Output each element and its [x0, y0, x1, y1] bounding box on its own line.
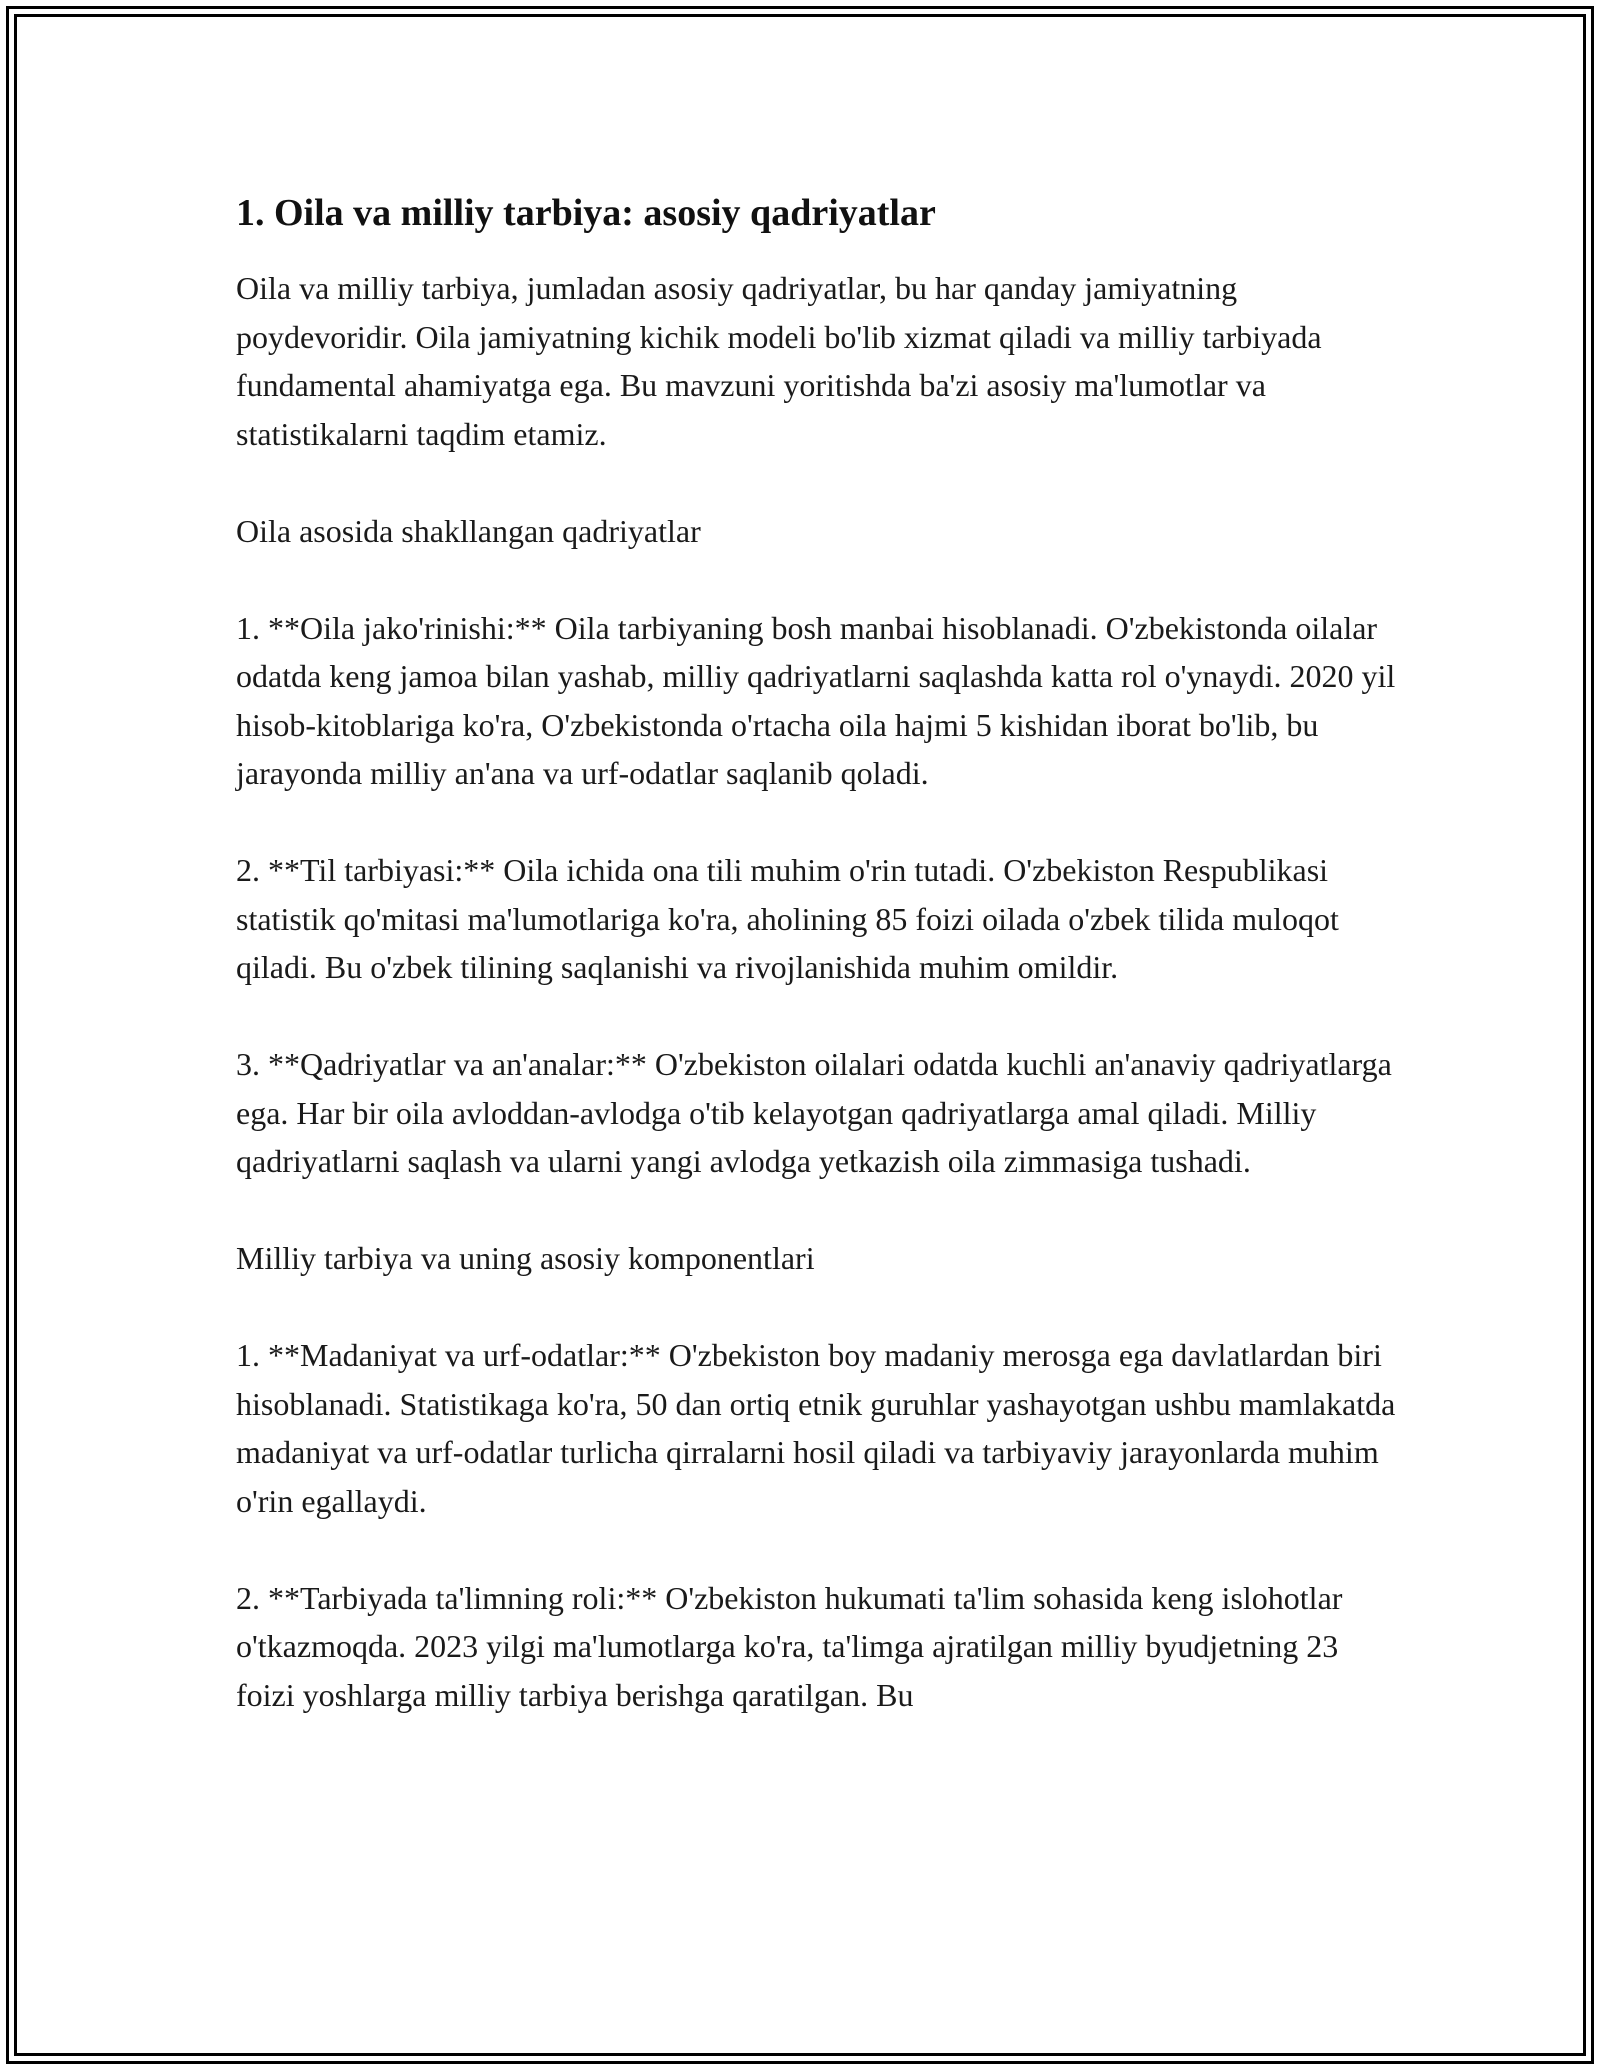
list-item-family-appearance: 1. **Oila jako'rinishi:** Oila tarbiyaning bosh manbai hisoblanadi. O'zbekistonda oilalar odatda keng jamoa bilan yashab, milliy qadriyatlarni saqlashda katta rol o'ynaydi. 2020 yil hisob-kitoblariga ko'ra, O'zbekistonda o'rtacha oila hajmi 5 kishidan iborat bo'lib, bu jarayonda milliy an'ana va urf-odatlar saqlanib qoladi. — [236, 609, 1396, 791]
intro-paragraph: Oila va milliy tarbiya, jumladan asosiy qadriyatlar, bu har qanday jamiyatning poydevoridir. Oila jamiyatning kichik modeli bo'lib xizmat qiladi va milliy tarbiyada fundamental ahamiyatga ega. Bu mavzuni yoritishda ba'zi asosiy ma'lumotlar va statistikalarni taqdim etamiz. — [236, 270, 1322, 452]
list-item-role-of-education: 2. **Tarbiyada ta'limning roli:** O'zbekiston hukumati ta'lim sohasida keng islohotlar o'tkazmoqda. 2023 yilgi ma'lumotlarga ko'ra, ta'limga ajratilgan milliy byudjetning 23 foizi yoshlarga milliy tarbiya berishga qaratilgan. Bu — [236, 1579, 1343, 1713]
page-title: 1. Oila va milliy tarbiya: asosiy qadriyatlar — [236, 192, 936, 234]
section-heading-national-education: Milliy tarbiya va uning asosiy komponentlari — [236, 1240, 815, 1276]
document-page — [236, 188, 1396, 1768]
list-item-values-traditions: 3. **Qadriyatlar va an'analar:** O'zbekiston oilalari odatda kuchli an'anaviy qadriyatlarga ega. Har bir oila avloddan-avlodga o'tib kelayotgan qadriyatlarga amal qiladi. Milliy qadriyatlarni saqlash va ularni yangi avlodga yetkazish oila zimmasiga tushadi. — [236, 1046, 1392, 1179]
list-item-culture-customs: 1. **Madaniyat va urf-odatlar:** O'zbekiston boy madaniy merosga ega davlatlardan biri hisoblanadi. Statistikaga ko'ra, 50 dan ortiq etnik guruhlar yashayotgan ushbu mamlakatda madaniyat va urf-odatlar turlicha qirralarni hosil qiladi va tarbiyaviy jarayonlarda muhim o'rin egallaydi. — [236, 1337, 1396, 1519]
section-heading-family-values: Oila asosida shakllangan qadriyatlar — [236, 512, 701, 549]
list-item-language-education: 2. **Til tarbiyasi:** Oila ichida ona tili muhim o'rin tutadi. O'zbekiston Respublikasi statistik qo'mitasi ma'lumotlariga ko'ra, aholining 85 foizi oilada o'zbek tilida muloqot qiladi. Bu o'zbek tilining saqlanishi va rivojlanishida muhim omildir. — [236, 852, 1339, 985]
